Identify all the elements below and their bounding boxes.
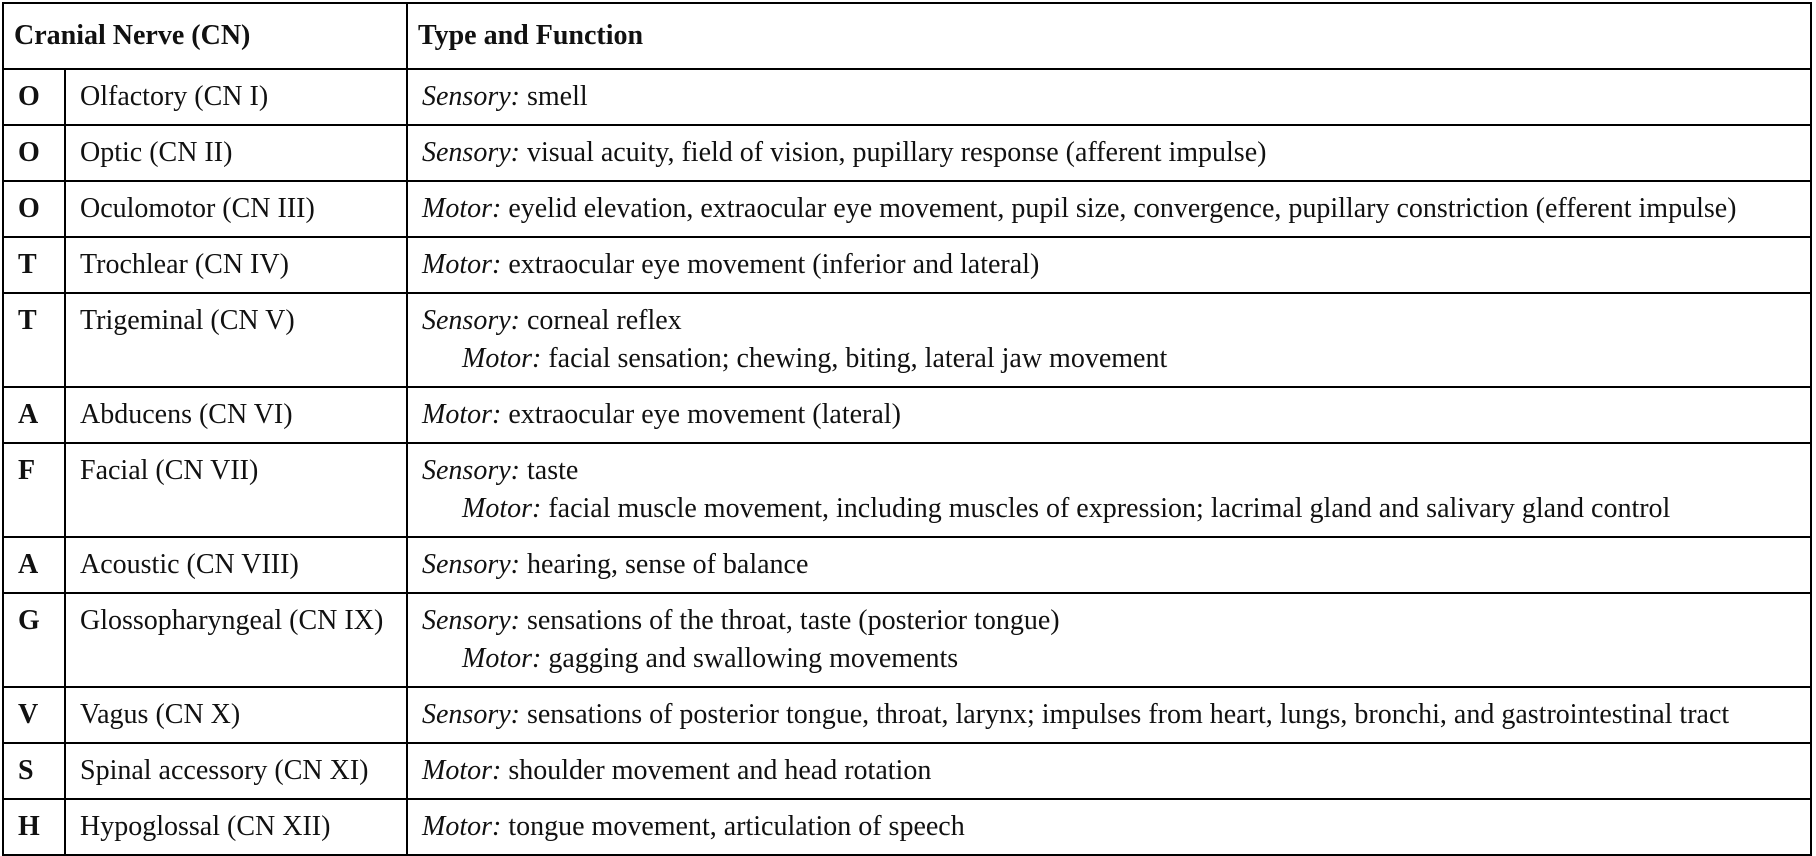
- mnemonic-letter: T: [3, 237, 65, 293]
- function-line: [422, 78, 1800, 116]
- table-row: [3, 687, 1811, 743]
- nerve-name: Glossopharyngeal (CN IX): [65, 593, 407, 687]
- function-description: visual acuity, field of vision, pupillary response (afferent impulse): [519, 137, 1267, 168]
- function-line: [422, 396, 1800, 434]
- function-type: Motor:: [422, 399, 502, 430]
- nerve-name: Trochlear (CN IV): [65, 237, 407, 293]
- function-line: [422, 752, 1800, 790]
- nerve-function: [407, 743, 1811, 799]
- nerve-function: [407, 537, 1811, 593]
- function-description: smell: [519, 81, 588, 112]
- header-type-function: Type and Function: [407, 3, 1811, 69]
- mnemonic-letter: G: [3, 593, 65, 687]
- nerve-function: [407, 237, 1811, 293]
- nerve-name: Oculomotor (CN III): [65, 181, 407, 237]
- nerve-name: Optic (CN II): [65, 125, 407, 181]
- mnemonic-letter: F: [3, 443, 65, 537]
- function-type: Sensory:: [422, 305, 520, 336]
- cranial-nerve-table: [2, 2, 1812, 856]
- nerve-function: [407, 799, 1811, 855]
- nerve-name: Olfactory (CN I): [65, 69, 407, 125]
- function-line: [422, 490, 1800, 528]
- nerve-function: [407, 387, 1811, 443]
- table-row: [3, 537, 1811, 593]
- mnemonic-letter: O: [3, 69, 65, 125]
- table-row: [3, 743, 1811, 799]
- function-line: [422, 452, 1800, 490]
- table-row: [3, 237, 1811, 293]
- mnemonic-letter: A: [3, 537, 65, 593]
- nerve-name: Trigeminal (CN V): [65, 293, 407, 387]
- function-description: tongue movement, articulation of speech: [501, 811, 965, 842]
- mnemonic-letter: S: [3, 743, 65, 799]
- function-description: shoulder movement and head rotation: [501, 755, 932, 786]
- mnemonic-letter: T: [3, 293, 65, 387]
- function-type: Sensory:: [422, 549, 520, 580]
- function-type: Motor:: [422, 249, 502, 280]
- nerve-function: [407, 593, 1811, 687]
- function-type: Motor:: [422, 755, 502, 786]
- function-line: [422, 302, 1800, 340]
- function-description: facial muscle movement, including muscles of expression; lacrimal gland and salivary gland control: [541, 493, 1671, 524]
- function-type: Sensory:: [422, 81, 520, 112]
- function-line: [422, 134, 1800, 172]
- table-row: [3, 125, 1811, 181]
- function-description: corneal reflex: [519, 305, 682, 336]
- function-line: [422, 546, 1800, 584]
- table-row: [3, 69, 1811, 125]
- function-description: extraocular eye movement (lateral): [501, 399, 901, 430]
- function-type: Motor:: [462, 493, 542, 524]
- function-line: [422, 246, 1800, 284]
- function-description: eyelid elevation, extraocular eye movement, pupil size, convergence, pupillary constriction (efferent impulse): [501, 193, 1737, 224]
- nerve-function: [407, 293, 1811, 387]
- function-description: taste: [519, 455, 579, 486]
- table-row: [3, 593, 1811, 687]
- nerve-name: Vagus (CN X): [65, 687, 407, 743]
- function-type: Motor:: [422, 193, 502, 224]
- mnemonic-letter: O: [3, 125, 65, 181]
- function-line: [422, 340, 1800, 378]
- nerve-name: Abducens (CN VI): [65, 387, 407, 443]
- function-type: Motor:: [462, 343, 542, 374]
- nerve-function: [407, 443, 1811, 537]
- function-line: [422, 602, 1800, 640]
- table-row: [3, 799, 1811, 855]
- function-line: [422, 190, 1800, 228]
- function-line: [422, 640, 1800, 678]
- nerve-name: Spinal accessory (CN XI): [65, 743, 407, 799]
- nerve-name: Acoustic (CN VIII): [65, 537, 407, 593]
- function-type: Sensory:: [422, 455, 520, 486]
- function-line: [422, 808, 1800, 846]
- table-row: [3, 443, 1811, 537]
- mnemonic-letter: V: [3, 687, 65, 743]
- nerve-function: [407, 181, 1811, 237]
- table-header-row: [3, 3, 1811, 69]
- function-description: sensations of the throat, taste (posterior tongue): [519, 605, 1060, 636]
- function-type: Sensory:: [422, 699, 520, 730]
- function-description: hearing, sense of balance: [519, 549, 809, 580]
- function-description: gagging and swallowing movements: [541, 643, 959, 674]
- function-type: Motor:: [422, 811, 502, 842]
- nerve-function: [407, 687, 1811, 743]
- header-cranial-nerve: Cranial Nerve (CN): [3, 3, 407, 69]
- function-description: facial sensation; chewing, biting, lateral jaw movement: [541, 343, 1168, 374]
- mnemonic-letter: O: [3, 181, 65, 237]
- nerve-name: Hypoglossal (CN XII): [65, 799, 407, 855]
- nerve-name: Facial (CN VII): [65, 443, 407, 537]
- function-description: sensations of posterior tongue, throat, larynx; impulses from heart, lungs, bronchi, and gastrointestinal tract: [519, 699, 1730, 730]
- table-row: [3, 293, 1811, 387]
- mnemonic-letter: A: [3, 387, 65, 443]
- table-row: [3, 387, 1811, 443]
- nerve-function: [407, 125, 1811, 181]
- table-row: [3, 181, 1811, 237]
- function-type: Sensory:: [422, 605, 520, 636]
- function-description: extraocular eye movement (inferior and lateral): [501, 249, 1040, 280]
- table-body: [3, 69, 1811, 855]
- function-type: Sensory:: [422, 137, 520, 168]
- mnemonic-letter: H: [3, 799, 65, 855]
- function-type: Motor:: [462, 643, 542, 674]
- function-line: [422, 696, 1800, 734]
- nerve-function: [407, 69, 1811, 125]
